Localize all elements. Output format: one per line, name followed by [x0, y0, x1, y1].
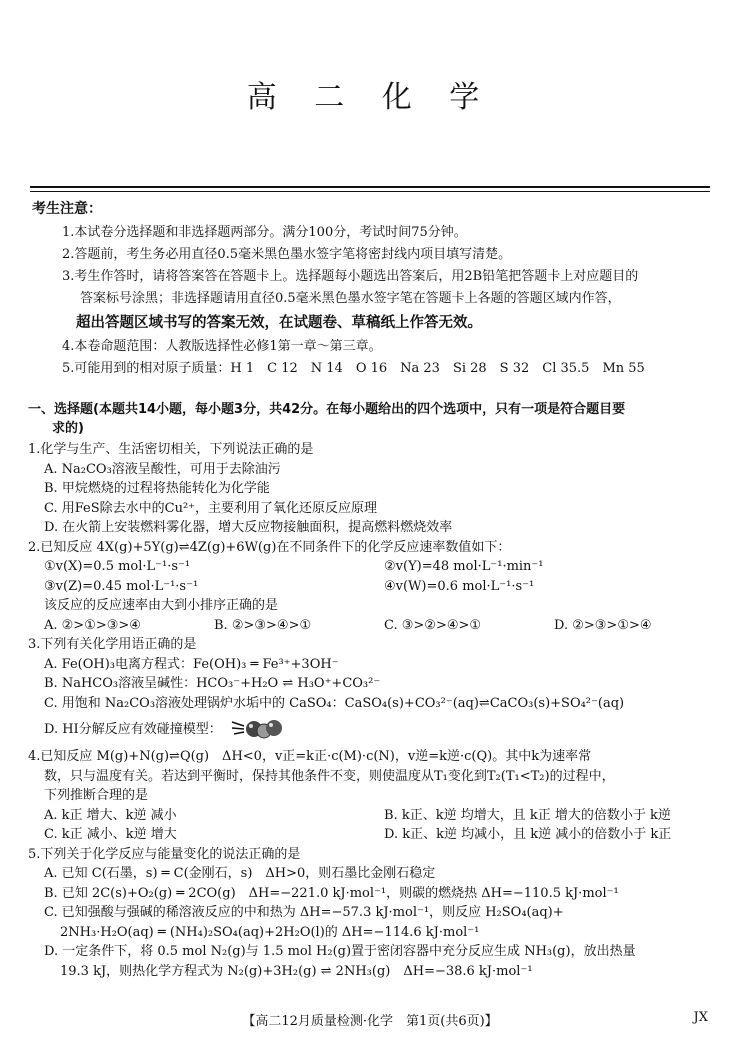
- footer-text: 【高二12月质量检测·化学 第1页(共6页)】: [242, 1014, 498, 1029]
- option-c: C. 用FeS除去水中的Cu²⁺，主要利用了氧化还原反应原理: [44, 500, 378, 516]
- notice-emphasis: 超出答题区域书写的答案无效，在试题卷、草稿纸上作答无效。: [76, 315, 482, 331]
- option-d: [28, 713, 718, 747]
- questions: [28, 440, 718, 981]
- option-b: B. 已知 2C(s)+O₂(g) ═ 2CO(g) ΔH=−221.0 kJ·mol⁻¹，则碳的燃烧热 ΔH=−110.5 kJ·mol⁻¹: [44, 885, 619, 901]
- footer-code: JX: [693, 1010, 708, 1025]
- section-heading: [28, 400, 718, 438]
- option-b: B. ②>③>④>①: [214, 617, 312, 633]
- rate-row: [28, 577, 718, 597]
- rate-3: ③v(Z)=0.45 mol·L⁻¹·s⁻¹: [44, 578, 199, 594]
- question-3: [28, 635, 718, 747]
- option-c-cont: 2NH₃·H₂O(aq) ═ (NH₄)₂SO₄(aq)+2H₂O(l)的 ΔH=−114.6 kJ·mol⁻¹: [60, 924, 480, 940]
- question-4: [28, 747, 718, 845]
- question-5: [28, 845, 718, 982]
- option-d: D. 在火箭上安装燃料雾化器，增大反应物接触面积，提高燃料燃烧效率: [44, 520, 453, 535]
- question-2: [28, 538, 718, 636]
- question-stem: 下列推断合理的是: [44, 788, 149, 803]
- rate-2: ②v(Y)=48 mol·L⁻¹·min⁻¹: [384, 559, 544, 574]
- divider: [30, 186, 710, 188]
- option-a: A. Fe(OH)₃电离方程式：Fe(OH)₃ ═ Fe³⁺+3OH⁻: [44, 656, 339, 672]
- question-stem: 4.已知反应 M(g)+N(g)⇌Q(g) ΔH<0，v正=k正·c(M)·c(N)，v逆=k逆·c(Q)。其中k为速率常: [28, 749, 592, 764]
- option-row: [28, 616, 718, 636]
- notice-heading: 考生注意：: [32, 201, 102, 217]
- notice-line: 2.答题前，考生务必用直径0.5毫米黑色墨水签字笔将密封线内项目填写清楚。: [62, 247, 512, 262]
- molecule-collision-icon: [230, 716, 286, 744]
- option-a: A. k正 增大、k逆 减小: [44, 807, 177, 823]
- notice-line: 答案标号涂黑；非选择题请用直径0.5毫米黑色墨水签字笔在答题卡上各题的答题区域内作答，: [80, 291, 621, 306]
- rate-row: [28, 557, 718, 577]
- option-c: C. ③>②>④>①: [384, 617, 482, 633]
- notice-line: 3.考生作答时，请将答案答在答题卡上。选择题每小题选出答案后，用2B铅笔把答题卡上对应题目的: [62, 269, 639, 284]
- question-1: [28, 440, 718, 538]
- option-d: D. k正、k逆 均减小，且 k逆 减小的倍数小于 k正: [384, 827, 672, 842]
- question-stem: 2.已知反应 4X(g)+5Y(g)⇌4Z(g)+6W(g)在不同条件下的化学反应速率数值如下：: [28, 539, 511, 555]
- option-d-text: D. HI分解反应有效碰撞模型：: [44, 722, 222, 737]
- option-b: B. 甲烷燃烧的过程将热能转化为化学能: [44, 481, 270, 496]
- option-a: A. 已知 C(石墨，s) ═ C(金刚石，s) ΔH>0，则石墨比金刚石稳定: [44, 866, 436, 881]
- section-line: 求的): [52, 421, 84, 436]
- option-a: A. Na₂CO₃溶液呈酸性，可用于去除油污: [44, 461, 281, 477]
- option-d-cont: 19.3 kJ，则热化学方程式为 N₂(g)+3H₂(g) ⇌ 2NH₃(g) ΔH=−38.6 kJ·mol⁻¹: [60, 963, 533, 979]
- option-d: D. ②>③>①>④: [554, 617, 652, 633]
- option-b: B. NaHCO₃溶液呈碱性：HCO₃⁻+H₂O ⇌ H₃O⁺+CO₃²⁻: [44, 676, 381, 691]
- question-stem: 5.下列关于化学反应与能量变化的说法正确的是: [28, 846, 301, 862]
- question-stem: 1.化学与生产、生活密切相关，下列说法正确的是: [28, 442, 314, 457]
- notice-line: 1.本试卷分选择题和非选择题两部分。满分100分，考试时间75分钟。: [62, 225, 467, 240]
- option-row: [28, 825, 718, 845]
- notice-line: 5.可能用到的相对原子质量：H 1 C 12 N 14 O 16 Na 23 Si 28 S 32 Cl 35.5 Mn 55: [62, 361, 645, 376]
- option-c: C. 用饱和 Na₂CO₃溶液处理锅炉水垢中的 CaSO₄：CaSO₄(s)+CO₃²⁻(aq)⇌CaCO₃(s)+SO₄²⁻(aq): [44, 695, 625, 711]
- notice-line: 4.本卷命题范围：人教版选择性必修1第一章～第三章。: [62, 339, 382, 354]
- rate-1: ①v(X)=0.5 mol·L⁻¹·s⁻¹: [44, 559, 191, 574]
- question-stem: 数，只与温度有关。若达到平衡时，保持其他条件不变，则使温度从T₁变化到T₂(T₁<T₂)的过程中，: [44, 768, 615, 784]
- question-ask: 该反应的反应速率由大到小排序正确的是: [44, 598, 279, 613]
- option-c: C. 已知强酸与强碱的稀溶液反应的中和热为 ΔH=−57.3 kJ·mol⁻¹，则反应 H₂SO₄(aq)+: [44, 905, 564, 920]
- page-footer: [0, 1010, 740, 1029]
- option-b: B. k正、k逆 均增大，且 k正 增大的倍数小于 k逆: [384, 807, 671, 823]
- question-stem: 3.下列有关化学用语正确的是: [28, 637, 197, 652]
- notice-box: [32, 198, 712, 380]
- option-c: C. k正 减小、k逆 增大: [44, 827, 177, 842]
- option-d: D. 一定条件下，将 0.5 mol N₂(g)与 1.5 mol H₂(g)置于密闭容器中充分反应生成 NH₃(g)，放出热量: [44, 944, 636, 959]
- page-title: 高 二 化 学: [246, 80, 494, 115]
- rate-4: ④v(W)=0.6 mol·L⁻¹·s⁻¹: [384, 578, 535, 594]
- divider: [30, 191, 710, 192]
- section-line: 一、选择题(本题共14小题，每小题3分，共42分。在每小题给出的四个选项中，只有一项是符合题目要: [28, 402, 626, 417]
- option-row: [28, 806, 718, 826]
- option-a: A. ②>①>③>④: [44, 617, 141, 633]
